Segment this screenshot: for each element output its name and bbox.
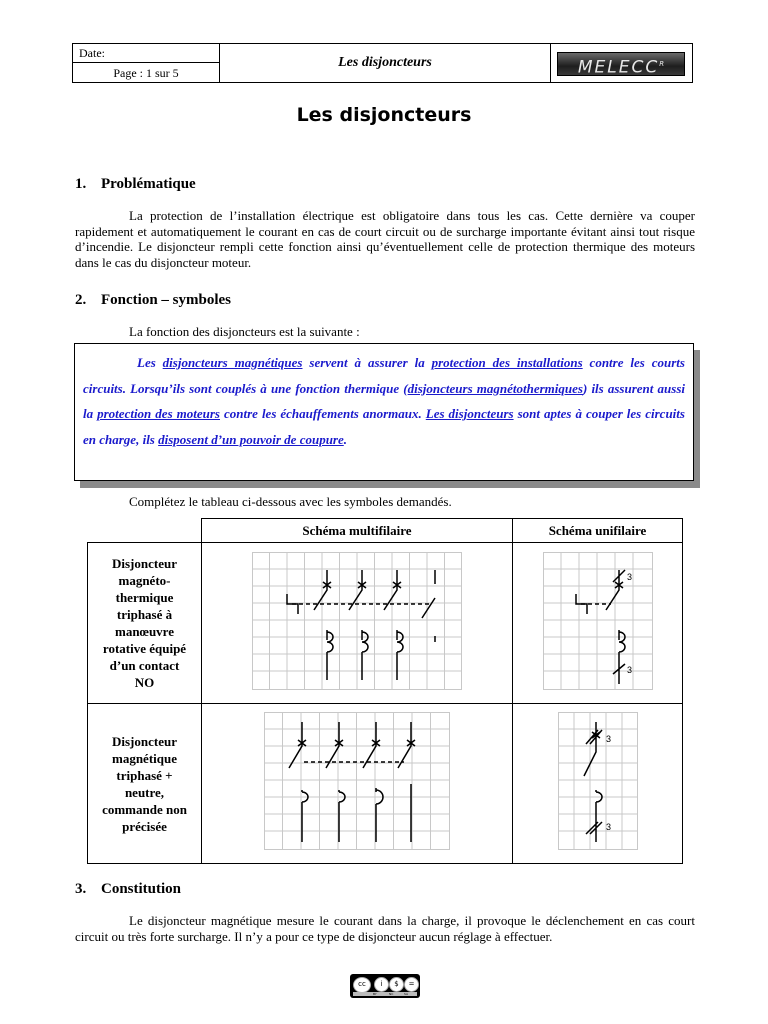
- table-intro: Complétez le tableau ci-dessous avec les symboles demandés.: [129, 494, 452, 509]
- label-line: magnétique: [112, 750, 177, 766]
- box-keyword: disjoncteurs magnétiques: [162, 355, 303, 370]
- label-line: Disjoncteur: [112, 556, 177, 571]
- section-3-paragraph: [75, 913, 695, 944]
- unifilaire-diagram-1: [513, 543, 683, 704]
- page-title: Les disjoncteurs: [296, 104, 472, 126]
- header-date: Date:: [73, 44, 219, 63]
- license-label-sa: SA: [404, 992, 409, 996]
- header-page: Page : 1 sur 5: [113, 66, 179, 80]
- section-heading-2: [75, 292, 231, 309]
- box-keyword: disjoncteurs magnétothermiques: [407, 380, 583, 396]
- label-line: manœuvre: [115, 624, 174, 639]
- section-heading-1: [75, 176, 196, 193]
- label-line: commande non: [102, 801, 187, 817]
- logo-registered-mark: R: [659, 60, 665, 68]
- multifilaire-symbol-magnetothermique: [252, 552, 462, 690]
- meleec-logo: [557, 52, 685, 76]
- label-line: thermique: [115, 590, 174, 605]
- multifilaire-diagram-1: [202, 543, 513, 704]
- box-text: servent à assurer la: [302, 355, 432, 370]
- license-label-by: BY: [373, 992, 377, 996]
- license-labels: [353, 992, 417, 996]
- table-corner: [88, 519, 202, 543]
- section-number: 1.: [75, 176, 87, 192]
- definition-box: [74, 343, 694, 481]
- page-header: [72, 43, 693, 83]
- unifilaire-symbol-magnetique: [558, 712, 638, 850]
- label-line: précisée: [122, 818, 167, 834]
- section-title: Constitution: [101, 881, 182, 897]
- sa-icon: =: [404, 977, 419, 992]
- label-line: rotative équipé: [102, 641, 187, 656]
- multifilaire-diagram-2: [202, 704, 513, 864]
- nc-icon: $: [389, 977, 404, 992]
- row-label-magnetothermique: [88, 543, 202, 704]
- pole-count-bottom: 3: [626, 664, 632, 675]
- pole-count-bottom: 3: [605, 822, 611, 832]
- label-line: triphasé +: [116, 767, 173, 783]
- multifilaire-symbol-magnetique: [264, 712, 450, 850]
- unifilaire-symbol-magnetothermique: [543, 552, 653, 690]
- row-label-magnetique: [88, 704, 202, 864]
- pole-count-top: 3: [605, 734, 611, 744]
- box-keyword: Les disjoncteurs: [425, 406, 514, 421]
- cc-icon: cc: [353, 977, 371, 993]
- unifilaire-diagram-2: [513, 704, 683, 864]
- label-line: triphasé à: [116, 607, 173, 622]
- logo-text: MELECC: [577, 57, 660, 78]
- symbol-table: [87, 518, 683, 864]
- label-line: neutre,: [124, 784, 165, 800]
- col-header-unifilaire: Schéma unifilaire: [513, 519, 683, 543]
- box-text: contre les courts circuits. Lorsqu’ils sont couplés à une fonction thermique (: [83, 355, 685, 396]
- header-meta: [73, 44, 220, 82]
- header-title: Les disjoncteurs: [220, 44, 551, 82]
- section-1-paragraph: [75, 208, 695, 270]
- box-keyword: protection des installations: [431, 355, 583, 370]
- header-logo-cell: [551, 44, 692, 82]
- box-text: .: [343, 431, 348, 447]
- box-text: Les: [137, 355, 163, 370]
- function-intro: La fonction des disjoncteurs est la suivante :: [129, 324, 360, 339]
- label-line: d’un contact: [109, 658, 180, 673]
- label-line: magnéto-: [118, 573, 171, 588]
- section-title: Problématique: [101, 176, 196, 192]
- paragraph-text: Le disjoncteur magnétique mesure le courant dans la charge, il provoque le déclenchement en cas court circuit ou très forte surcharge. Il n’y a pour ce type de disjoncteur aucun réglage à effectuer.: [75, 913, 695, 944]
- pole-count-top: 3: [626, 571, 632, 582]
- by-icon: i: [374, 977, 389, 992]
- section-title: Fonction – symboles: [101, 292, 232, 308]
- section-heading-3: [75, 881, 181, 898]
- box-text: sont aptes à couper les circuits en charge, ils: [83, 406, 685, 447]
- box-keyword: disposent d’un pouvoir de coupure: [158, 431, 344, 447]
- label-line: Disjoncteur: [112, 733, 177, 749]
- creative-commons-badge: [350, 974, 420, 998]
- license-label-nc: NC: [389, 992, 394, 996]
- section-number: 3.: [75, 881, 87, 897]
- box-keyword: protection des moteurs: [97, 406, 220, 421]
- label-line: NO: [134, 675, 155, 690]
- col-header-multifilaire: Schéma multifilaire: [202, 519, 513, 543]
- paragraph-text: La protection de l’installation électrique est obligatoire dans tous les cas. Cette dernière va couper rapidement et automatiquement le courant en cas de court circuit ou de surcharge importante évitant ainsi tout risque d’incendie. Le disjoncteur rempli cette fonction ainsi qu’éventuellement celle de protection thermique des moteurs dans le cas du disjoncteur moteur.: [75, 208, 695, 270]
- box-text: ) ils assurent aussi la: [83, 380, 685, 421]
- section-number: 2.: [75, 292, 87, 308]
- box-text: contre les échauffements anormaux.: [219, 406, 426, 421]
